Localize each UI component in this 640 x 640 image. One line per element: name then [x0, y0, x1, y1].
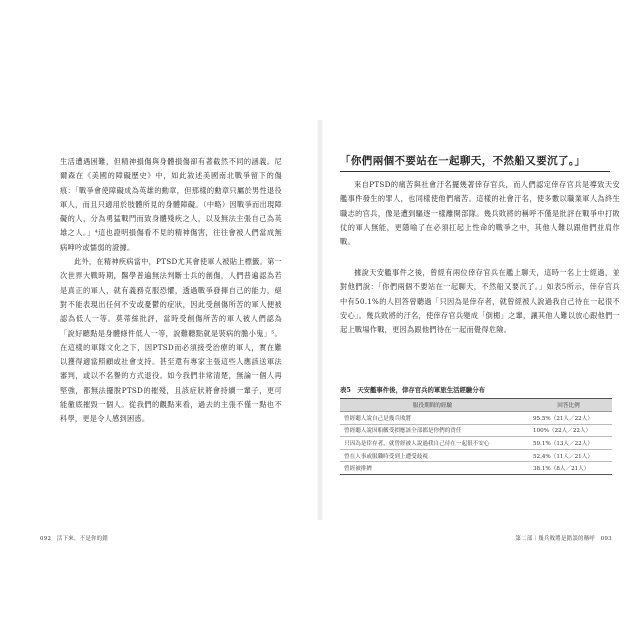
table-cell-value: 100%（22人／22人）	[525, 424, 612, 437]
pull-quote: 「你們兩個不要站在一起聊天，不然船又要沉了。」	[340, 153, 610, 172]
right-paragraph-2-wrap	[340, 266, 620, 337]
table-row	[340, 424, 612, 437]
right-paragraph-2: 據說天安艦事件之後，曾經有兩位倖存官兵在艦上聊天，這時一名上士經過，並對他們說：「你們兩個不要站在一起聊天，不然船又要沉了。」如表5所示，倖存官兵中有50.1%的人回答曾聽過「只因為是倖存者，就曾經被人說過我自己待在一起很不安心」。幾兵敗將的汙名，使倖存官兵變成「倒楣」之輩，讓其他人難以放心跟他們一起上戰場作戰，更因為跟他們待在一起而覺得危險。	[340, 268, 620, 335]
left-folio: 092 活下來，不是你的錯	[40, 536, 109, 542]
table-cell-value: 38.1%（8人／21人）	[525, 462, 612, 475]
right-folio: 第二部｜幾兵敗將是錯誤的稱呼 093	[515, 536, 612, 542]
table-row	[340, 449, 612, 462]
table-header-experience: 服役期間的經驗	[340, 399, 525, 412]
right-paragraph-1-wrap	[340, 178, 620, 249]
table-row	[340, 437, 612, 450]
left-body-text	[60, 155, 282, 427]
table-cell-item: 曾經聽人說自己是幾兵敗將	[340, 412, 525, 425]
table-cell-value: 59.1%（13人／22人）	[525, 437, 612, 450]
table-row	[340, 412, 612, 425]
table-cell-value: 52.4%（11人／21人）	[525, 449, 612, 462]
table-row	[340, 462, 612, 475]
table-cell-value: 95.5%（21人／22人）	[525, 412, 612, 425]
table-header-row	[340, 399, 612, 412]
left-paragraph-2: 此外，在精神疾病當中，PTSD尤其會使軍人被貼上標籤。第一次世界大戰時期，醫學普遍無法判斷士兵的創傷，人們普遍認為若是真正的軍人，就有義務克服恐懼，透過戰爭發揮自己的能力，絕對不能表現出任何不安或憂鬱的症狀，因此受創傷所苦的軍人便被認為低人一等。莫蒂絲批評，當時受創傷所苦的軍人被人們認為「說好聽點是身體條件低人一等，說難聽點就是裝病的膽小鬼」⁵。在這樣的軍隊文化之下，因PTSD而必須接受治療的軍人，實在難以獲得適當照顧或社會支持。甚至還有專家主張這些人應該送軍法審判，或以不名譽的方式退役。如今我們非常清楚，無論一個人再堅強，都無法擺脫PTSD的摧殘，且該症狀將會持續一輩子，更可能徹底摧毀一個人。從我們的觀點來看，過去的主張不僅一點也不科學，更是令人感到困惑。	[60, 257, 282, 424]
table-cell-item: 只因為是倖存者，就曾經被人說過我自己待在一起很不安心	[340, 437, 525, 450]
experience-table	[340, 398, 612, 475]
left-paragraph-1: 生活遭遇困難，但精神損傷與身體損傷卻有著截然不同的涵義。尼爾森在《美國的障礙歷史》中，如此敘述美國南北戰爭留下的傷痕：「戰爭會使障礙成為英雄的勳章，但那樣的勳章只屬於男性退役軍人，而且只適用於肢體所見的身體障礙。（中略）因戰爭而出現障礙的人，分為勇猛戰鬥而致身體殘疾之人，以及無法主張自己為英雄之人。」⁴這也證明損傷看不見的精神傷害，往往會被人們當成無病呻吟或懦弱的證據。	[60, 157, 282, 252]
right-page	[320, 0, 640, 640]
table-cell-item: 曾經聽人說因船艦受損應該全部都是你們的責任	[340, 424, 525, 437]
table-header-ratio: 回答比例	[525, 399, 612, 412]
table-caption: 表5 天安艦事件後，倖存官兵的軍旅生活經驗分布	[340, 386, 486, 394]
table-cell-item: 曾在人事或服職時受到上遭受歧視	[340, 449, 525, 462]
right-paragraph-1: 來自PTSD的痛苦與社會汙名擺幾著倖存官兵，而人們認定倖存官兵是導致天安艦事件發生的罪人，也同樣使他們痛苦。這樣的社會汙名，使多數以職業軍人為終生職志的官兵，像是遭到驅逐一樣離開部隊。幾兵敗將的稱呼不僅是批評在戰爭中打敗仗的軍人無能，更隱喻了在必須扛起上性命的戰爭之中，其他人難以跟他們並肩作戰。	[340, 180, 620, 247]
table-cell-item: 曾經被排擠	[340, 462, 525, 475]
